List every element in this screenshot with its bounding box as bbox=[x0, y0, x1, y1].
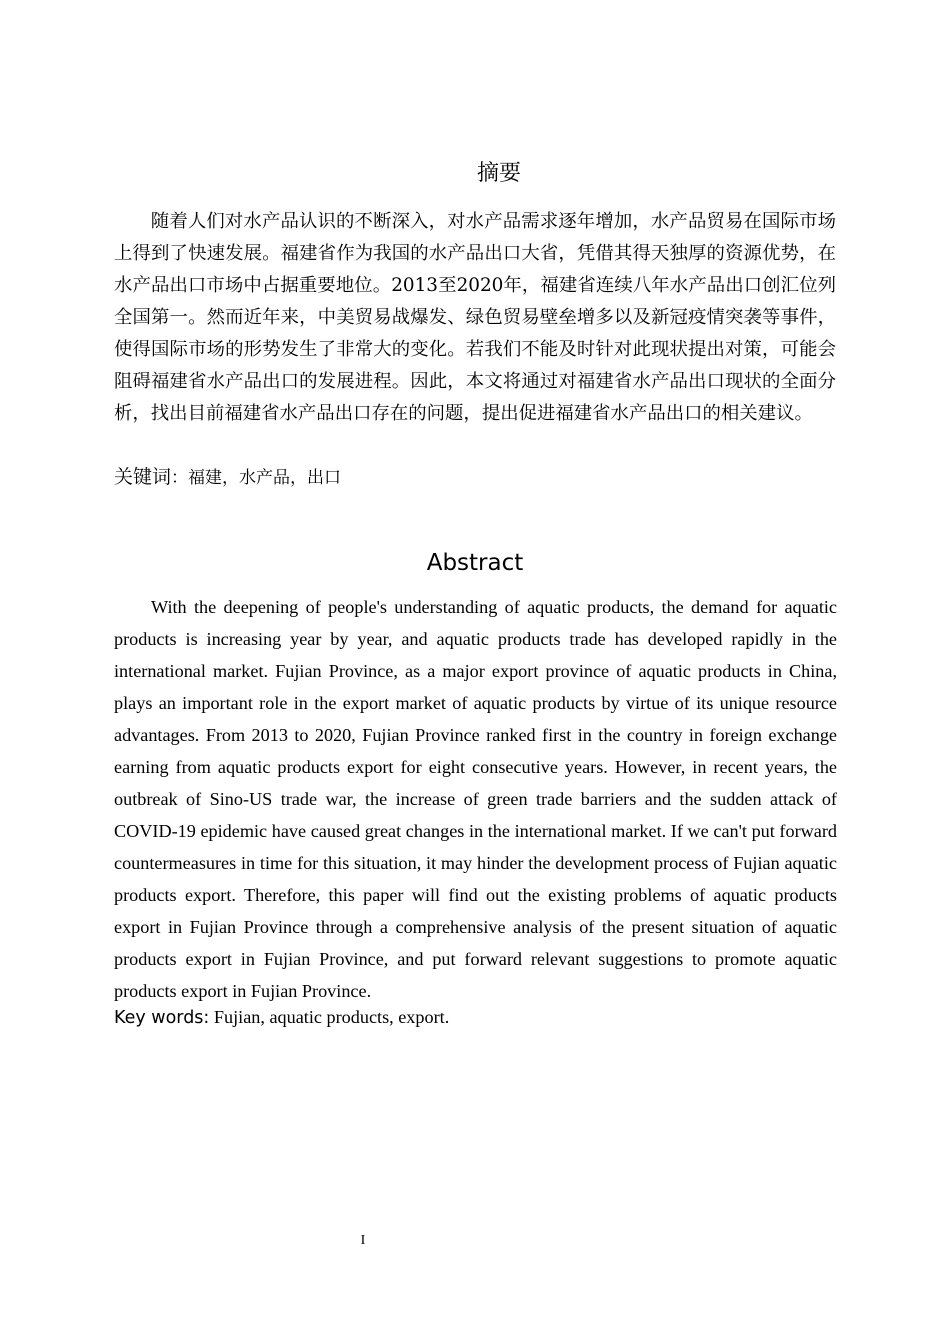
keywords-cn-label: 关键词 bbox=[114, 466, 172, 488]
keywords-cn-values: ：福建，水产品，出口 bbox=[171, 468, 342, 488]
keywords-en-values: Fujian, aquatic products, export. bbox=[209, 1007, 450, 1027]
page-number: I bbox=[360, 1233, 366, 1248]
abstract-cn-title: 摘要 bbox=[476, 161, 521, 186]
abstract-en-body: With the deepening of people's understanding of aquatic products, the demand for aquatic products is increasing year by year, and aquatic products trade has developed rapidly in the international market. Fujian Province, as a major export province of aquatic products in China, plays an important role in the export market of aquatic products by virtue of its unique resource advantages. From 2013 to 2020, Fujian Province ranked first in the country in foreign exchange earning from aquatic products export for eight consecutive years. However, in recent years, the outbreak of Sino-US trade war, the increase of green trade barriers and the sudden attack of COVID-19 epidemic have caused great changes in the international market. If we can't put forward countermeasures in time for this situation, it may hinder the development process of Fujian aquatic products export. Therefore, this paper will find out the existing problems of aquatic products export in Fujian Province through a comprehensive analysis of the present situation of aquatic products export in Fujian Province, and put forward relevant suggestions to promote aquatic products export in Fujian Province. bbox=[114, 597, 837, 1001]
keywords-en bbox=[114, 1007, 449, 1028]
abstract-cn-body: 随着人们对水产品认识的不断深入，对水产品需求逐年增加，水产品贸易在国际市场上得到了快速发展。福建省作为我国的水产品出口大省，凭借其得天独厚的资源优势，在水产品出口市场中占据重要地位。2013至2020年，福建省连续八年水产品出口创汇位列全国第一。然而近年来，中美贸易战爆发、绿色贸易壁垒增多以及新冠疫情突袭等事件，使得国际市场的形势发生了非常大的变化。若我们不能及时针对此现状提出对策，可能会阻碍福建省水产品出口的发展进程。因此，本文将通过对福建省水产品出口现状的全面分析，找出目前福建省水产品出口存在的问题，提出促进福建省水产品出口的相关建议。 bbox=[114, 211, 836, 424]
abstract-en-title: Abstract bbox=[426, 550, 524, 576]
keywords-cn bbox=[114, 462, 341, 489]
keywords-en-label: Key words: bbox=[114, 1008, 210, 1028]
